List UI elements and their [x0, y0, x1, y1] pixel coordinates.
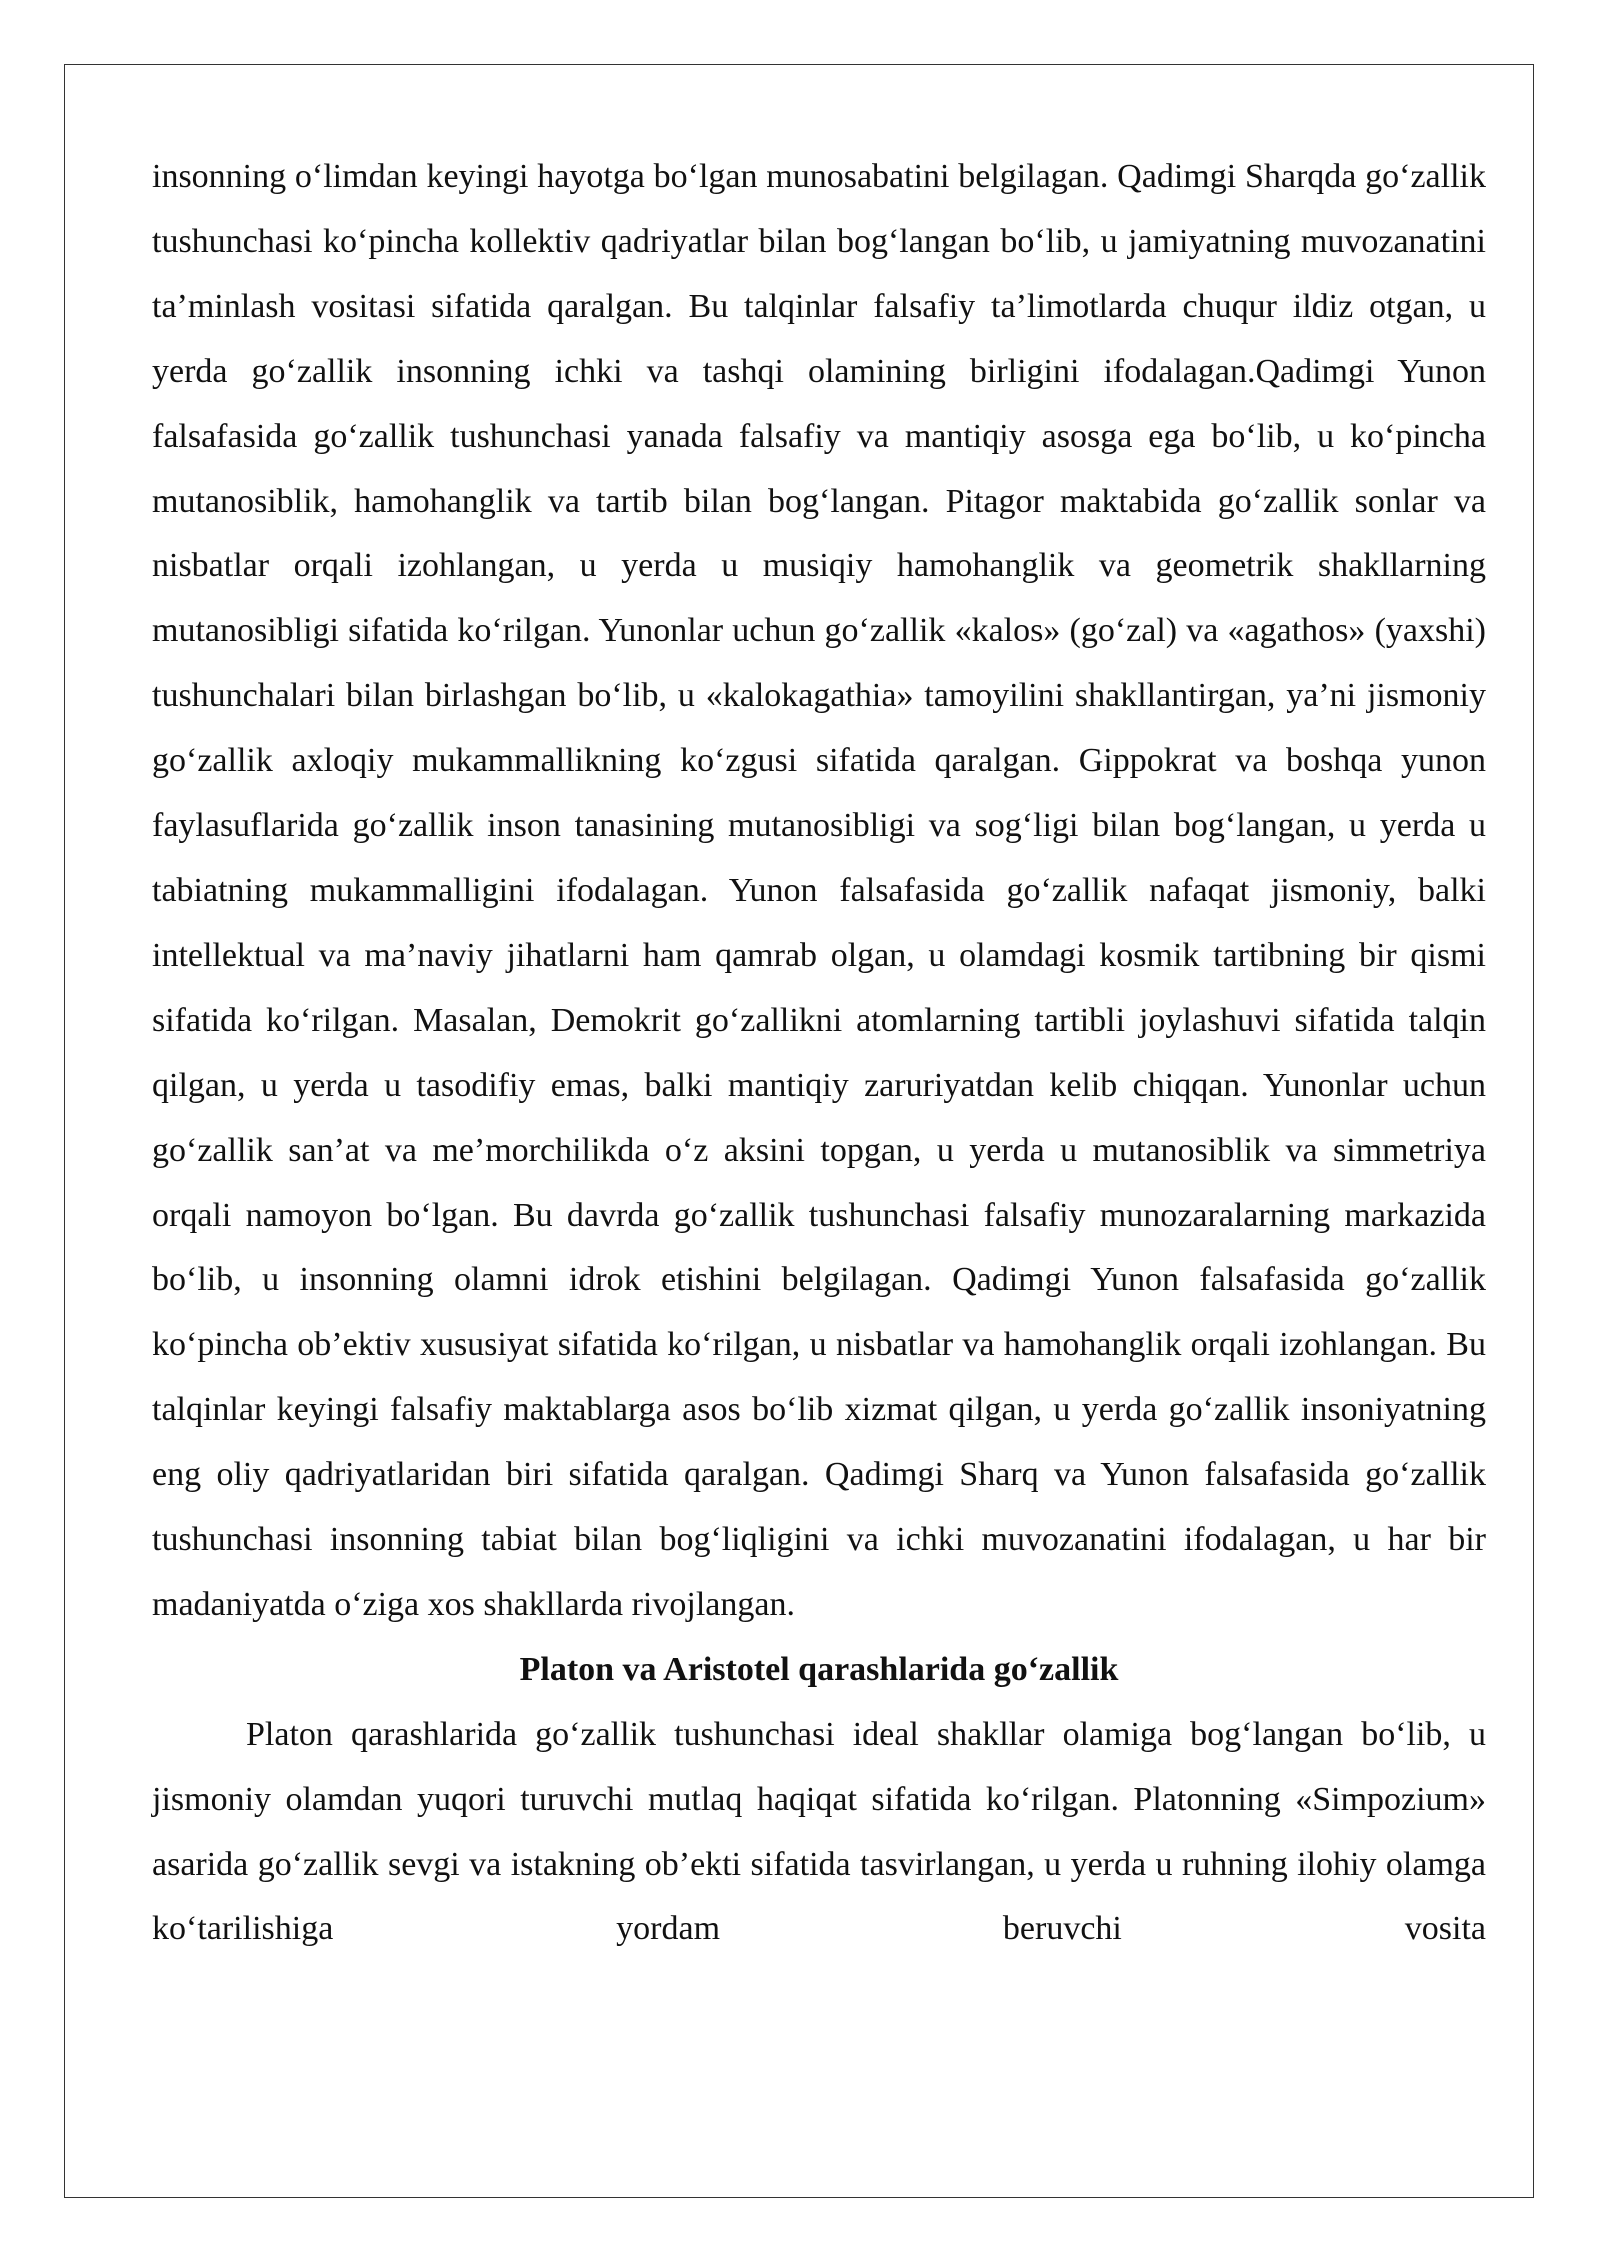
body-paragraph: insonning o‘limdan keyingi hayotga bo‘lgan munosabatini belgilagan. Qadimgi Sharqda go‘zallik tushunchasi ko‘pincha kollektiv qadriyatlar bilan bog‘langan bo‘lib, u jamiyatning muvozanatini ta’minlash vositasi sifatida qaralgan. Bu talqinlar falsafiy ta’limotlarda chuqur ildiz otgan, u yerda go‘zallik insonning ichki va tashqi olamining birligini ifodalagan.Qadimgi Yunon falsafasida go‘zallik tushunchasi yanada falsafiy va mantiqiy asosga ega bo‘lib, u ko‘pincha mutanosiblik, hamohanglik va tartib bilan bog‘langan. Pitagor maktabida go‘zallik sonlar va nisbatlar orqali izohlangan, u yerda u musiqiy hamohanglik va geometrik shakllarning mutanosibligi sifatida ko‘rilgan. Yunonlar uchun go‘zallik «kalos» (go‘zal) va «agathos» (yaxshi) tushunchalari bilan birlashgan bo‘lib, u «kalokagathia» tamoyilini shakllantirgan, ya’ni jismoniy go‘zallik axloqiy mukammallikning ko‘zgusi sifatida qaralgan. Gippokrat va boshqa yunon faylasuflarida go‘zallik inson tanasining mutanosibligi va sog‘ligi bilan bog‘langan, u yerda u tabiatning mukammalligini ifodalagan. Yunon falsafasida go‘zallik nafaqat jismoniy, balki intellektual va ma’naviy jihatlarni ham qamrab olgan, u olamdagi kosmik tartibning bir qismi sifatida ko‘rilgan. Masalan, Demokrit go‘zallikni atomlarning tartibli joylashuvi sifatida talqin qilgan, u yerda u tasodifiy emas, balki mantiqiy zaruriyatdan kelib chiqqan. Yunonlar uchun go‘zallik san’at va me’morchilikda o‘z aksini topgan, u yerda u mutanosiblik va simmetriya orqali namoyon bo‘lgan. Bu davrda go‘zallik tushunchasi falsafiy munozaralarning markazida bo‘lib, u insonning olamni idrok etishini belgilagan. Qadimgi Yunon falsafasida go‘zallik ko‘pincha ob’ektiv xususiyat sifatida ko‘rilgan, u nisbatlar va hamohanglik orqali izohlangan. Bu talqinlar keyingi falsafiy maktablarga asos bo‘lib xizmat qilgan, u yerda go‘zallik insoniyatning eng oliy qadriyatlaridan biri sifatida qaralgan. Qadimgi Sharq va Yunon falsafasida go‘zallik tushunchasi insonning tabiat bilan bog‘liqligini va ichki muvozanatini ifodalagan, u har bir madaniyatda o‘ziga xos shakllarda rivojlangan.	[152, 158, 1486, 1623]
section-heading: Platon va Aristotel qarashlarida go‘zallik	[519, 1650, 1119, 1688]
body-paragraph-continued: Platon qarashlarida go‘zallik tushunchasi ideal shakllar olamiga bog‘langan bo‘lib, u jismoniy olamdan yuqori turuvchi mutlaq haqiqat sifatida ko‘rilgan. Platonning «Simpozium» asarida go‘zallik sevgi va istakning ob’ekti sifatida tasvirlangan, u yerda u ruhning ilohiy olamga ko‘tarilishiga yordam beruvchi vosita	[152, 1715, 1486, 1948]
document-body	[152, 145, 1486, 1962]
